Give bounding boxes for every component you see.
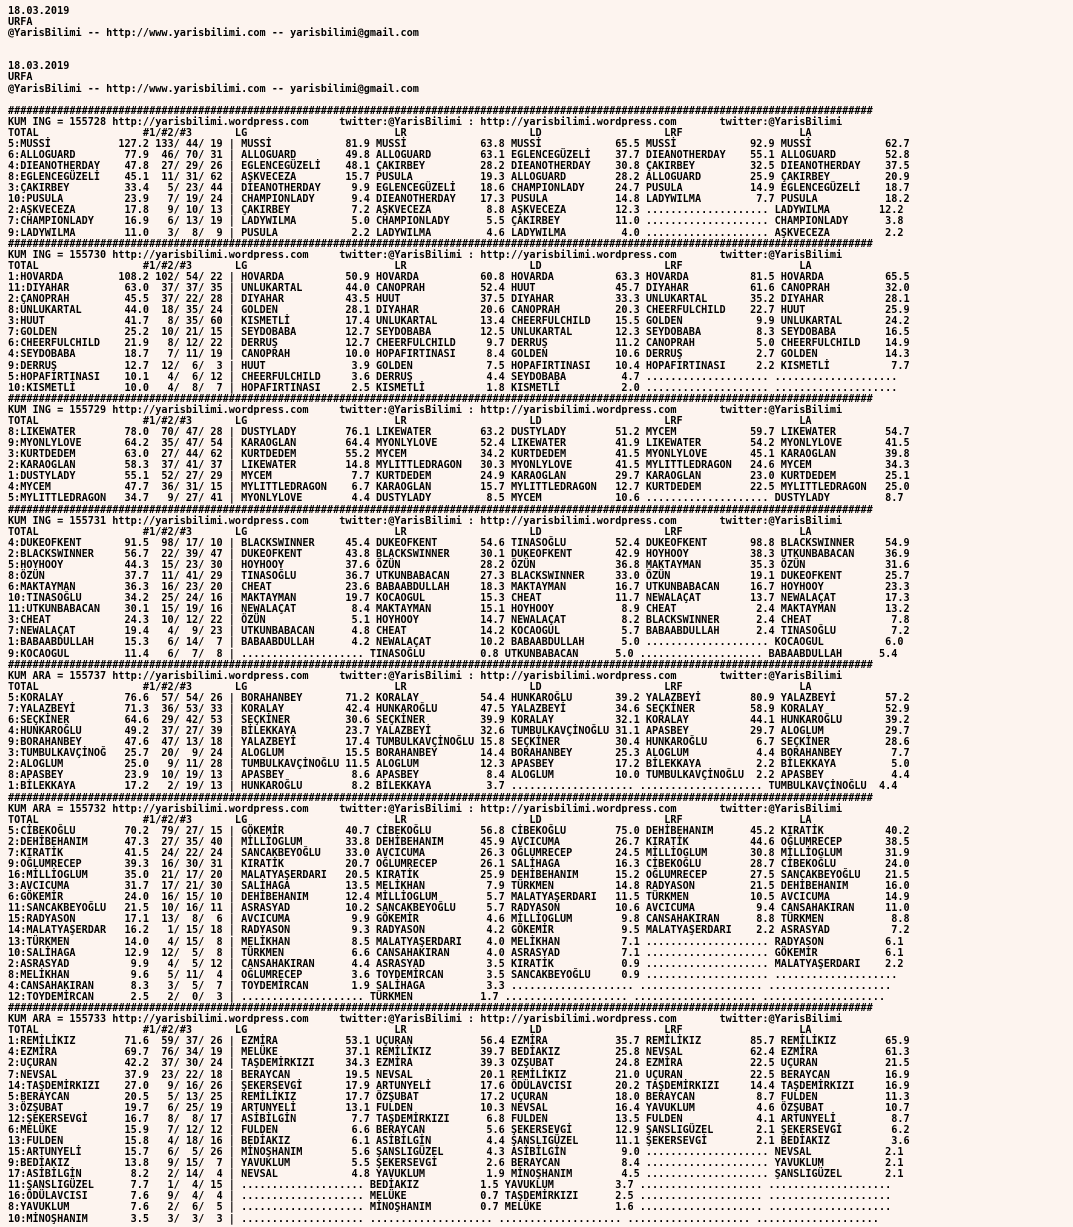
report-line: 1:BABAABDULLAH 15.3 6/ 14/ 7 | BABAABDULLAH 4.2 NEWALAÇAT 10.2 BABAABDULLAH 5.0 .................... KOCAOGUL 6.0 [8,637,904,649]
report-line: 5:CİBEKOĞLU 70.2 79/ 27/ 15 | GÖKEMİR 40.7 CİBEKOĞLU 56.8 CİBEKOĞLU 75.0 DEHİBEHANIM 45.2 KIRATİK 40.2 [8,825,910,837]
report-line: TOTAL #1/#2/#3 LG LR LD LRF LA [8,526,812,538]
report-line: 6:GÖKEMİR 24.0 16/ 15/ 10 | DEHİBEHANIM 12.4 MİLLİOGLUM 5.7 MALATYAŞERDARI 11.5 TÜRKMEN 10.5 AVCICUMA 14.9 [8,892,910,904]
report-line: 12:TOYDEMİRCAN 2.5 2/ 0/ 3 | .................... TÜRKMEN 1.7 .................... .................... .................... [8,991,886,1003]
report-line: 9:KOCAOGUL 11.4 6/ 7/ 8 | .................... TINASOĞLU 0.8 UTKUNBABACAN 5.0 .................... BABAABDULLAH 5.4 [8,648,898,660]
report-line: 10:TINASOĞLU 34.2 25/ 24/ 16 | MAKTAYMAN 19.7 KOCAOGUL 15.3 CHEAT 11.7 NEWALAÇAT 13.7 NEWALAÇAT 17.3 [8,593,910,605]
separator-line: ############################################################################################################################################# [8,105,873,117]
report-line: 2:ASRASYAD 9.9 4/ 5/ 12 | CANSAHAKIRAN 4.4 ASRASYAD 3.5 KIRATİK 0.9 .................... MALATYAŞERDARI 2.2 [8,958,904,970]
separator-line: ############################################################################################################################################# [8,792,873,804]
report-line: 6:MELÜKE 15.9 7/ 12/ 12 | FULDEN 6.6 BERAYCAN 5.6 ŞEKERSEVGİ 12.9 ŞANSLIGÜZEL 2.1 ŞEKERSEVGİ 6.2 [8,1124,910,1136]
report-line: 9:MYONLYLOVE 64.2 35/ 47/ 54 | KARAOGLAN 64.4 MYONLYLOVE 52.4 LIKEWATER 41.9 LIKEWATER 54.2 MYONLYLOVE 41.5 [8,438,910,450]
report-line: 13:TÜRKMEN 14.0 4/ 15/ 8 | MELİKHAN 8.5 MALATYAŞERDARI 4.0 MELİKHAN 7.1 .................... RADYASON 6.1 [8,936,904,948]
report-line: 8:MELİKHAN 9.6 5/ 11/ 4 | OĞLUMRECEP 3.6 TOYDEMİRCAN 3.5 SANCAKBEYOĞLU 0.9 .................... .................... [8,969,898,981]
report-line: TOTAL #1/#2/#3 LG LR LD LRF LA [8,127,812,139]
report-line: 16:ÖDÜLAVCISI 7.6 9/ 4/ 4 | .................... MELÜKE 0.7 TAŞDEMİRKIZI 2.5 .................... .................... [8,1191,892,1203]
report-line: @YarisBilimi -- http://www.yarisbilimi.com -- yarisbilimi@gmail.com [8,83,419,95]
report-line: 12:ŞEKERSEVGİ 16.7 8/ 8/ 17 | ASİBİLGİN 7.7 TAŞDEMİRKIZI 6.8 FULDEN 13.5 FULDEN 4.1 ARTUNYELİ 8.7 [8,1113,910,1125]
report-line: 18.03.2019 [8,61,70,73]
report-line: 2:KARAOGLAN 58.3 37/ 41/ 37 | LIKEWATER 14.8 MYLITTLEDRAGON 30.3 MYONLYLOVE 41.5 MYLITTLEDRAGON 24.6 MYCEM 34.3 [8,460,910,472]
report-line: 3:ÖZŞUBAT 19.7 6/ 25/ 19 | ARTUNYELİ 13.1 FULDEN 10.3 NEVSAL 16.4 YAVUKLUM 4.6 ÖZŞUBAT 10.7 [8,1102,910,1114]
report-line: 3:HUUT 41.7 8/ 35/ 60 | KISMETLİ 17.4 UNLUKARTAL 13.4 CHEERFULCHILD 15.5 GOLDEN 9.9 UNLUKARTAL 24.2 [8,316,910,328]
report-line: 5:HOPAFIRTINASI 10.1 4/ 6/ 12 | CHEERFULCHILD 3.6 DERRUŞ 4.4 SEYDOBABA 4.7 .................... .................... [8,371,898,383]
report-line: 7:NEVSAL 37.9 23/ 22/ 18 | BERAYCAN 19.5 NEVSAL 20.1 REMİLİKIZ 21.0 UÇURAN 22.5 BERAYCAN 16.9 [8,1069,910,1081]
report-line: 3:KURTDEDEM 63.0 27/ 44/ 62 | KURTDEDEM 55.2 MYCEM 34.2 KURTDEDEM 41.5 MYONLYLOVE 45.1 KARAOGLAN 39.8 [8,449,910,461]
report-line: 1:BİLEKKAYA 17.2 2/ 19/ 13 | HUNKAROĞLU 8.2 BİLEKKAYA 3.7 .................... .................... TUMBULKAVÇİNOĞLU 4.4 [8,781,898,793]
report-line: 5:KORALAY 76.6 57/ 54/ 26 | BORAHANBEY 71.2 KORALAY 54.4 HUNKAROĞLU 39.2 YALAZBEYİ 80.9 YALAZBEYİ 57.2 [8,692,910,704]
report-line: 15:RADYASON 17.1 13/ 8/ 6 | AVCICUMA 9.9 GÖKEMİR 4.6 MİLLİOGLUM 9.8 CANSAHAKIRAN 8.8 TÜRKMEN 8.8 [8,914,910,926]
report-line: 10:KISMETLİ 10.0 4/ 8/ 7 | HOPAFIRTINASI 2.5 KISMETLİ 1.8 KISMETLİ 2.0 .................... .................... [8,382,898,394]
report-line: TOTAL #1/#2/#3 LG LR LD LRF LA [8,814,812,826]
report-line [8,39,1073,50]
report-line: @YarisBilimi -- http://www.yarisbilimi.com -- yarisbilimi@gmail.com [8,28,419,40]
report-line: URFA [8,17,33,29]
report-line: 2:ALOGLUM 25.0 9/ 11/ 28 | TUMBULKAVÇİNOĞLU 11.5 ALOGLUM 12.3 APASBEY 17.2 BİLEKKAYA 2.2 BİLEKKAYA 5.0 [8,759,910,771]
report-line: 14:MALATYAŞERDAR 16.2 1/ 15/ 18 | RADYASON 9.3 RADYASON 4.2 GÖKEMİR 9.5 MALATYAŞERDARI 2.2 ASRASYAD 7.2 [8,925,910,937]
report-line [8,50,1073,61]
report-line: 3:CHEAT 24.3 10/ 12/ 22 | ÖZÜN 5.1 HOYHOOY 14.7 NEWALAÇAT 8.2 BLACKSWINNER 2.4 CHEAT 7.8 [8,615,910,627]
report-line: 11:UTKUNBABACAN 30.1 15/ 19/ 16 | NEWALAÇAT 8.4 MAKTAYMAN 15.1 HOYHOOY 8.9 CHEAT 2.4 MAKTAYMAN 13.2 [8,604,910,616]
report-line: 2:UÇURAN 42.2 37/ 30/ 24 | TAŞDEMİRKIZI 34.3 EZMİRA 39.3 OZŞUBAT 24.8 EZMİRA 22.5 UÇURAN 21.5 [8,1058,910,1070]
report-line: 14:TAŞDEMİRKIZI 27.0 9/ 16/ 26 | ŞEKERSEVGİ 17.9 ARTUNYELİ 17.6 ÖDÜLAVCISI 20.2 TAŞDEMİRKIZI 14.4 TAŞDEMİRKIZI 16.9 [8,1080,910,1092]
report-line: 1:HOVARDA 108.2 102/ 54/ 22 | HOVARDA 50.9 HOVARDA 60.8 HOVARDA 63.3 HOVARDA 81.5 HOVARDA 65.5 [8,271,910,283]
report-line: 4:MYCEM 47.7 36/ 31/ 15 | MYLITTLEDRAGON 6.7 KARAOGLAN 15.7 MYLITTLEDRAGON 12.7 KURTDEDEM 22.5 MYLITTLEDRAGON 25.0 [8,482,910,494]
report-line: 6:SEÇKİNER 64.6 29/ 42/ 53 | SEÇKİNER 30.6 SEÇKİNER 39.9 KORALAY 32.1 KORALAY 44.1 HUNKAROĞLU 39.2 [8,715,910,726]
race-header-line: KUM ARA = 155733 http://yarisbilimi.wordpress.com twitter:@YarisBilimi : http://yarisbilimi.wordpress.com twitter:@YarisBilimi [8,1014,843,1026]
report-line: 8:APASBEY 23.9 10/ 19/ 13 | APASBEY 8.6 APASBEY 8.4 ALOGLUM 10.0 TUMBULKAVÇİNOĞLU 2.2 APASBEY 4.4 [8,770,910,782]
report-line: 6:MAKTAYMAN 36.3 16/ 23/ 20 | CHEAT 23.6 BABAABDULLAH 18.3 MAKTAYMAN 16.7 UTKUNBABACAN 16.7 HOYHOOY 23.3 [8,582,910,594]
report-line: 4:SEYDOBABA 18.7 7/ 11/ 19 | CANOPRAH 10.0 HOPAFIRTINASI 8.4 GOLDEN 10.6 DERRUŞ 2.7 GOLDEN 14.3 [8,349,910,361]
report-line: 5:MYLITTLEDRAGON 34.7 9/ 27/ 41 | MYONLYLOVE 4.4 DUSTYLADY 8.5 MYCEM 10.6 .................... DUSTYLADY 8.7 [8,493,904,505]
report-line: TOTAL #1/#2/#3 LG LR LD LRF LA [8,415,812,427]
report-line: 13:FULDEN 15.8 4/ 18/ 16 | BEDİAKIZ 6.1 ASİBİLGİN 4.4 ŞANSLIGÜZEL 11.1 ŞEKERSEVGİ 2.1 BEDİAKIZ 3.6 [8,1135,910,1147]
report-line: TOTAL #1/#2/#3 LG LR LD LRF LA [8,681,812,693]
report-line: 2:BLACKSWINNER 56.7 22/ 39/ 47 | DUKEOFKENT 43.8 BLACKSWINNER 30.1 DUKEOFKENT 42.9 HOYHOOY 38.3 UTKUNBABACAN 36.9 [8,548,910,560]
race-header-line: KUM ARA = 155732 http://yarisbilimi.wordpress.com twitter:@YarisBilimi : http://yarisbilimi.wordpress.com twitter:@YarisBilimi [8,803,843,815]
report-line: 3:ÇAKIRBEY 33.4 5/ 23/ 44 | DIEANOTHERDAY 9.9 EGLENCEGÜZELİ 18.6 CHAMPIONLADY 24.7 PUSULA 14.9 EGLENCEGÜZELİ 18.7 [8,183,910,195]
report-line: 8:ÖZÜN 37.7 11/ 41/ 29 | TINASOĞLU 36.7 UTKUNBABACAN 27.3 BLACKSWINNER 33.0 ÖZÜN 19.1 DUKEOFKENT 25.7 [8,570,910,582]
report-line: 5:MUSSİ 127.2 133/ 44/ 19 | MUSSİ 81.9 MUSSİ 63.8 MUSSİ 65.5 MUSSİ 92.9 MUSSİ 62.7 [8,138,910,150]
race-header-line: KUM ING = 155729 http://yarisbilimi.wordpress.com twitter:@YarisBilimi : http://yarisbilimi.wordpress.com twitter:@YarisBilimi [8,404,843,416]
separator-line: ############################################################################################################################################# [8,393,873,405]
report-line: TOTAL #1/#2/#3 LG LR LD LRF LA [8,260,812,272]
report-line: 8:YAVUKLUM 7.6 2/ 6/ 5 | .................... MİNOŞHANIM 0.7 MELÜKE 1.6 .................... .................... [8,1202,892,1214]
report-line: 11:DIYAHAR 63.0 37/ 37/ 35 | UNLUKARTAL 44.0 CANOPRAH 52.4 HUUT 45.7 DIYAHAR 61.6 CANOPRAH 32.0 [8,282,910,294]
race-header-line: KUM ING = 155730 http://yarisbilimi.wordpress.com twitter:@YarisBilimi : http://yarisbilimi.wordpress.com twitter:@YarisBilimi [8,249,843,261]
report-line: 1:DUSTYLADY 55.1 52/ 27/ 29 | MYCEM 7.7 KURTDEDEM 24.9 KARAOGLAN 29.7 KARAOGLAN 23.0 KURTDEDEM 25.1 [8,471,910,483]
report-line: 18.03.2019 [8,6,70,17]
report-line: 4:EZMİRA 69.7 76/ 34/ 19 | MELÜKE 37.1 REMİLİKIZ 39.7 BEDİAKIZ 25.8 NEVSAL 62.4 EZMİRA 61.3 [8,1047,910,1059]
report-line: 9:LADYWILMA 11.0 3/ 8/ 9 | PUSULA 2.2 LADYWILMA 4.6 LADYWILMA 4.0 .................... AŞKVECEZA 2.2 [8,227,904,239]
report-line: 4:HUNKAROĞLU 49.2 37/ 27/ 39 | BİLEKKAYA 23.7 YALAZBEYİ 32.6 TUMBULKAVÇİNOĞLU 31.1 APASBEY 29.7 ALOGLUM 29.7 [8,726,910,738]
report-line: 1:REMİLİKIZ 71.6 59/ 37/ 26 | EZMİRA 53.1 UÇURAN 56.4 EZMİRA 35.7 REMİLİKIZ 85.7 REMİLİKIZ 65.9 [8,1036,910,1048]
report-line: 7:GOLDEN 25.2 10/ 21/ 15 | SEYDOBABA 12.7 SEYDOBABA 12.5 UNLUKARTAL 12.3 SEYDOBABA 8.3 SEYDOBABA 16.5 [8,327,910,339]
report-line: 7:NEWALAÇAT 19.4 4/ 9/ 23 | UTKUNBABACAN 4.8 CHEAT 14.2 KOCAOGUL 5.7 BABAABDULLAH 2.4 TINASOĞLU 7.2 [8,626,910,638]
report-line: 4:DIEANOTHERDAY 47.8 27/ 29/ 26 | EGLENCEGÜZELİ 48.1 ÇAKIRBEY 28.2 DIEANOTHERDAY 30.8 ÇAKIRBEY 32.5 DIEANOTHERDAY 37.5 [8,161,910,173]
report-line: 7:CHAMPIONLADY 16.9 6/ 13/ 19 | LADYWILMA 5.0 CHAMPIONLADY 5.5 ÇAKIRBEY 11.0 .................... CHAMPIONLADY 3.8 [8,216,904,228]
report-line: 4:CANSAHAKIRAN 8.3 3/ 5/ 7 | TOYDEMİRCAN 1.9 SALİHAGA 3.3 .................... .................... .................... [8,980,892,992]
separator-line: ############################################################################################################################################# [8,659,873,671]
race-header-line: KUM ING = 155731 http://yarisbilimi.wordpress.com twitter:@YarisBilimi : http://yarisbilimi.wordpress.com twitter:@YarisBilimi [8,515,843,527]
report-line: 9:OĞLUMRECEP 39.3 16/ 30/ 31 | KIRATİK 20.7 OĞLUMRECEP 26.1 SALİHAGA 16.3 CİBEKOĞLU 28.7 CİBEKOĞLU 24.0 [8,859,910,871]
report-line: 6:ALLOGUARD 77.9 46/ 70/ 31 | ALLOGUARD 49.8 ALLOGUARD 63.1 EGLENCEGÜZELİ 37.7 DIEANOTHERDAY 55.1 ALLOGUARD 52.8 [8,150,910,162]
race-header-line: KUM ARA = 155737 http://yarisbilimi.wordpress.com twitter:@YarisBilimi : http://yarisbilimi.wordpress.com twitter:@YarisBilimi [8,670,843,682]
separator-line: ############################################################################################################################################# [8,504,873,516]
report-line: 5:HOYHOOY 44.3 15/ 23/ 30 | HOYHOOY 37.6 ÖZÜN 28.2 ÖZÜN 36.8 MAKTAYMAN 35.3 ÖZÜN 31.6 [8,559,910,571]
report-line: URFA [8,72,33,84]
report-line: 15:ARTUNYELİ 15.7 6/ 5/ 26 | MİNOŞHANIM 5.6 ŞANSLIGÜZEL 4.3 ASİBİLGİN 9.0 .................... NEVSAL 2.1 [8,1147,904,1159]
report-line: 9:BEDİAKIZ 13.8 9/ 15/ 7 | YAVUKLUM 5.5 ŞEKERSEVGİ 2.6 BERAYCAN 8.4 .................... YAVUKLUM 2.1 [8,1158,904,1170]
report-line [8,95,1073,106]
report-line: 17:ASİBİLGİN 8.2 2/ 14/ 4 | NEVSAL 4.8 YAVUKLUM 1.9 MİNOŞHANIM 4.5 .................... ŞANSLIGÜZEL 2.1 [8,1169,904,1181]
report-line: 8:UNLUKARTAL 44.0 18/ 35/ 24 | GOLDEN 28.1 DIYAHAR 20.6 CANOPRAH 20.3 CHEERFULCHILD 22.7 HUUT 25.9 [8,305,910,317]
report-line: 10:MİNOŞHANIM 3.5 3/ 3/ 3 | .................... .................... .................... .................... .................... [8,1213,879,1225]
report-line: 8:EGLENCEGÜZELİ 45.1 11/ 31/ 62 | AŞKVECEZA 15.7 PUSULA 19.3 ALLOGUARD 28.2 ALLOGUARD 25.9 ÇAKIRBEY 20.9 [8,172,910,184]
race-header-line: KUM ING = 155728 http://yarisbilimi.wordpress.com twitter:@YarisBilimi : http://yarisbilimi.wordpress.com twitter:@YarisBilimi [8,116,843,128]
report-line: 2:ÇANOPRAH 45.5 37/ 22/ 28 | DIYAHAR 43.5 HUUT 37.5 DIYAHAR 33.3 UNLUKARTAL 35.2 DIYAHAR 28.1 [8,294,910,306]
report-line: 10:SALİHAGA 12.9 12/ 5/ 8 | TÜRKMEN 6.6 CANSAHAKIRAN 4.0 ASRASYAD 7.1 .................... GÖKEMİR 6.1 [8,947,904,959]
separator-line: ############################################################################################################################################# [8,1003,873,1015]
report-line: 3:TUMBULKAVÇİNOĞ 25.7 20/ 9/ 24 | ALOGLUM 15.5 BORAHANBEY 14.4 BORAHANBEY 25.3 ALOGLUM 4.4 BORAHANBEY 7.7 [8,748,910,760]
report-line: 2:DEHİBEHANIM 47.3 27/ 35/ 40 | MİLLİOGLUM 33.8 DEHİBEHANIM 45.9 AVCICUMA 26.7 KIRATİK 44.6 OĞLUMRECEP 38.5 [8,836,910,848]
report-line: 9:BORAHANBEY 47.6 47/ 13/ 18 | YALAZBEYİ 17.4 TUMBULKAVÇİNOĞLU 15.8 SEÇKİNER 30.4 HUNKAROĞLU 6.7 SEÇKİNER 28.6 [8,737,910,749]
report-line: 11:SANCAKBEYOĞLU 21.5 10/ 16/ 11 | ASRASYAD 10.2 SANCAKBEYOĞLU 5.7 RADYASON 10.6 AVCICUMA 9.4 CANSAHAKIRAN 11.0 [8,903,910,915]
report-line: 6:CHEERFULCHILD 21.9 8/ 12/ 22 | DERRUŞ 12.7 CHEERFULCHILD 9.7 DERRUŞ 11.2 CANOPRAH 5.0 CHEERFULCHILD 14.9 [8,338,910,350]
report-line: 8:LIKEWATER 78.0 70/ 47/ 28 | DUSTYLADY 76.1 LIKEWATER 63.2 DUSTYLADY 51.2 MYCEM 59.7 LIKEWATER 54.7 [8,426,910,438]
report-line: 16:MİLLİOGLUM 35.0 21/ 17/ 20 | MALATYAŞERDARI 20.5 KIRATİK 25.9 DEHİBEHANIM 15.2 OĞLUMRECEP 27.5 SANCAKBEYOĞLU 21.5 [8,870,910,882]
separator-line: ############################################################################################################################################# [8,238,873,250]
report-line: 3:AVCICUMA 31.7 17/ 21/ 30 | SALİHAGA 13.5 MELİKHAN 7.9 TÜRKMEN 14.8 RADYASON 21.5 DEHİBEHANIM 16.0 [8,881,910,893]
report-line: 5:BERAYCAN 20.5 5/ 13/ 25 | REMİLİKIZ 17.7 ÖZŞUBAT 17.2 UÇURAN 18.0 BERAYCAN 8.7 FULDEN 11.3 [8,1091,910,1103]
report-line: 11:ŞANSLIGÜZEL 7.7 1/ 4/ 15 | .................... BEDİAKIZ 1.5 YAVUKLUM 3.7 .................... .................... [8,1180,892,1192]
report-line: 7:KIRATİK 41.5 24/ 22/ 24 | SANCAKBEYOĞLU 33.0 AVCICUMA 26.3 OĞLUMRECEP 24.5 MİLLİOGLUM 30.8 MİLLİOGLUM 31.9 [8,847,910,859]
report-line: 4:DUKEOFKENT 91.5 98/ 17/ 10 | BLACKSWINNER 45.4 DUKEOFKENT 54.6 TINASOĞLU 52.4 DUKEOFKENT 98.8 BLACKSWINNER 54.9 [8,537,910,549]
report-line: 7:YALAZBEYİ 71.3 36/ 53/ 33 | KORALAY 42.4 HUNKAROĞLU 47.5 YALAZBEYİ 34.6 SEÇKİNER 58.9 KORALAY 52.9 [8,703,910,715]
report-line: 2:AŞKVECEZA 17.8 9/ 10/ 13 | ÇAKIRBEY 7.2 AŞKVECEZA 8.8 AŞKVECEZA 12.3 .................... LADYWILMA 12.2 [8,205,904,217]
report-line: 9:DERRUŞ 12.7 12/ 6/ 3 | HUUT 3.9 GOLDEN 7.5 HOPAFIRTINASI 10.4 HOPAFIRTINASI 2.2 KISMETLİ 7.7 [8,360,910,372]
report-line: TOTAL #1/#2/#3 LG LR LD LRF LA [8,1025,812,1037]
report-line: 10:PUSULA 23.9 7/ 19/ 24 | CHAMPIONLADY 9.4 DIEANOTHERDAY 17.3 PUSULA 14.8 LADYWILMA 7.7 PUSULA 18.2 [8,194,910,206]
